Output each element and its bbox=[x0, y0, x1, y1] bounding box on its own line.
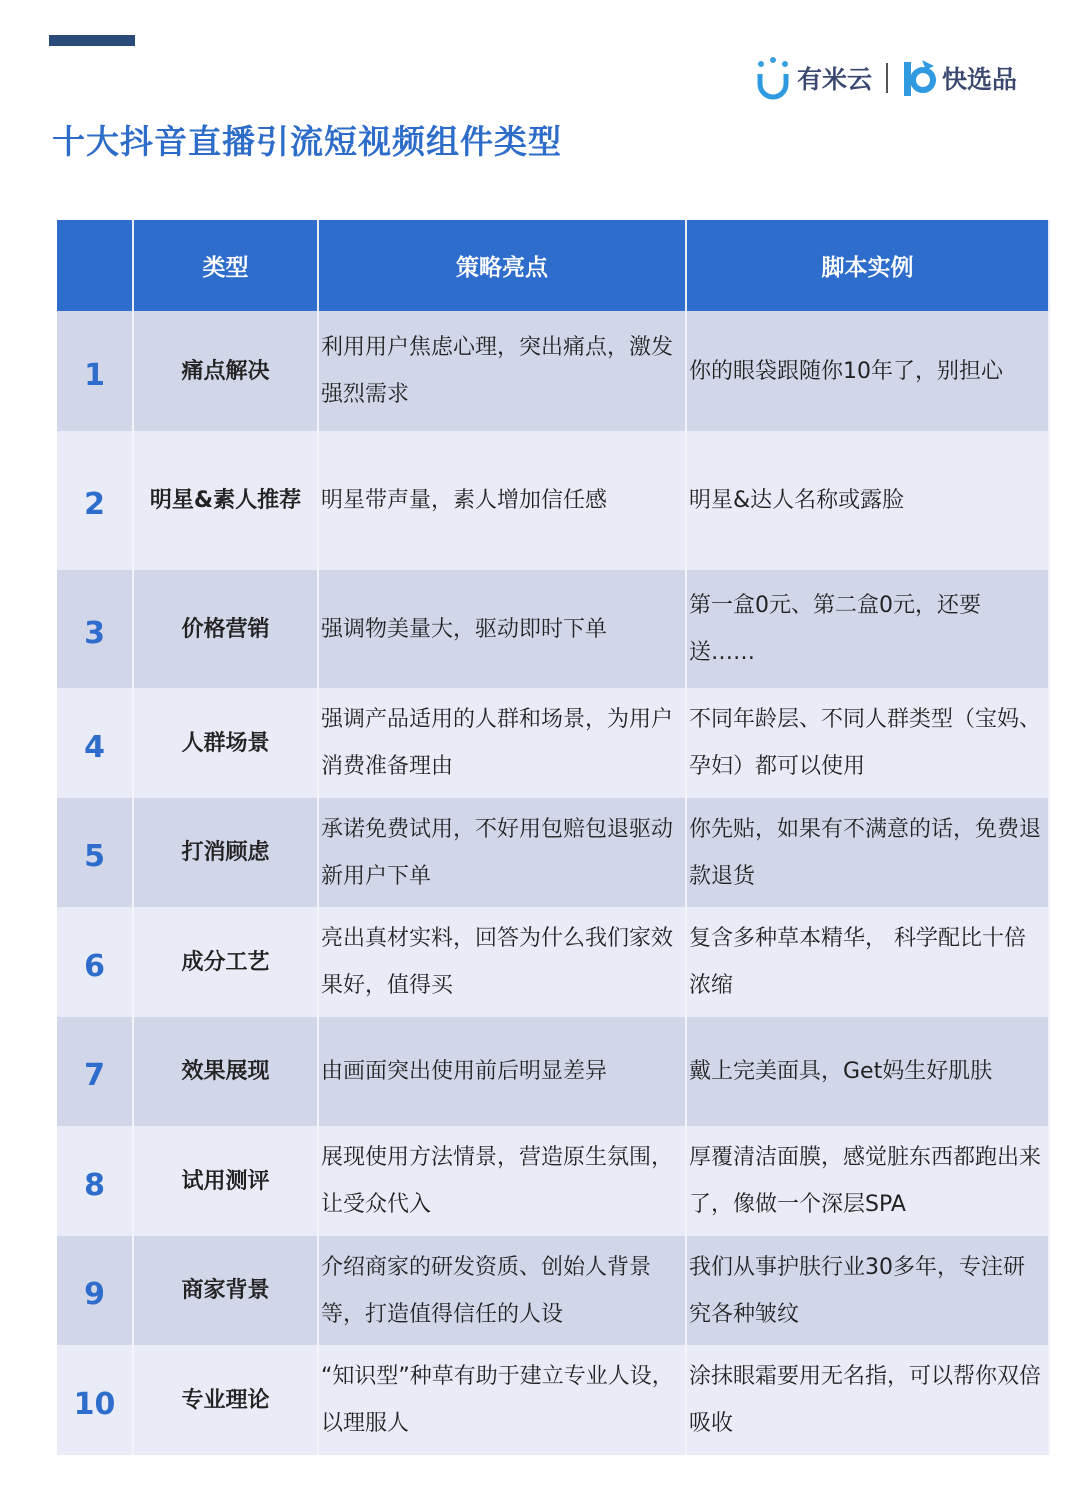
table-row bbox=[57, 1126, 1049, 1236]
brand-logo bbox=[755, 55, 1017, 101]
header-type: 类型 bbox=[133, 220, 318, 311]
row-number: 2 bbox=[57, 431, 133, 570]
row-number: 4 bbox=[57, 688, 133, 798]
row-strategy: 介绍商家的研发资质、创始人背景等，打造值得信任的人设 bbox=[318, 1236, 686, 1345]
table-row bbox=[57, 798, 1049, 907]
table-row bbox=[57, 311, 1049, 431]
row-type: 成分工艺 bbox=[133, 907, 318, 1017]
row-strategy: 展现使用方法情景，营造原生氛围，让受众代入 bbox=[318, 1126, 686, 1236]
table-row bbox=[57, 570, 1049, 688]
row-type: 试用测评 bbox=[133, 1126, 318, 1236]
row-strategy: 承诺免费试用，不好用包赔包退驱动新用户下单 bbox=[318, 798, 686, 907]
row-type: 专业理论 bbox=[133, 1345, 318, 1455]
header-index bbox=[57, 220, 133, 311]
row-example: 不同年龄层、不同人群类型（宝妈、孕妇）都可以使用 bbox=[686, 688, 1049, 798]
row-example: 我们从事护肤行业30多年，专注研究各种皱纹 bbox=[686, 1236, 1049, 1345]
row-type: 打消顾虑 bbox=[133, 798, 318, 907]
kuaixuanpin-logo-icon bbox=[902, 58, 936, 98]
table-row bbox=[57, 907, 1049, 1017]
header-strategy: 策略亮点 bbox=[318, 220, 686, 311]
row-example: 复含多种草本精华， 科学配比十倍浓缩 bbox=[686, 907, 1049, 1017]
table-row bbox=[57, 1017, 1049, 1126]
row-number: 9 bbox=[57, 1236, 133, 1345]
youmi-logo-icon bbox=[755, 56, 791, 100]
table-row bbox=[57, 688, 1049, 798]
row-strategy: 强调产品适用的人群和场景，为用户消费准备理由 bbox=[318, 688, 686, 798]
row-example: 涂抹眼霜要用无名指，可以帮你双倍吸收 bbox=[686, 1345, 1049, 1455]
row-strategy: 由画面突出使用前后明显差异 bbox=[318, 1017, 686, 1126]
accent-bar bbox=[49, 35, 135, 46]
page-title: 十大抖音直播引流短视频组件类型 bbox=[52, 122, 562, 161]
table-row bbox=[57, 431, 1049, 570]
table-row bbox=[57, 1345, 1049, 1455]
row-example: 你的眼袋跟随你10年了，别担心 bbox=[686, 311, 1049, 431]
row-strategy: 强调物美量大，驱动即时下单 bbox=[318, 570, 686, 688]
row-number: 8 bbox=[57, 1126, 133, 1236]
row-example: 戴上完美面具，Get妈生好肌肤 bbox=[686, 1017, 1049, 1126]
row-type: 痛点解决 bbox=[133, 311, 318, 431]
header-example: 脚本实例 bbox=[686, 220, 1049, 311]
brand-kuaixuanpin: 快选品 bbox=[942, 65, 1018, 94]
row-strategy: 明星带声量，素人增加信任感 bbox=[318, 431, 686, 570]
row-example: 第一盒0元、第二盒0元，还要送…… bbox=[686, 570, 1049, 688]
logo-divider bbox=[886, 63, 888, 93]
row-example: 厚覆清洁面膜，感觉脏东西都跑出来了，像做一个深层SPA bbox=[686, 1126, 1049, 1236]
row-number: 6 bbox=[57, 907, 133, 1017]
row-number: 3 bbox=[57, 570, 133, 688]
row-type: 明星&素人推荐 bbox=[133, 431, 318, 570]
row-type: 价格营销 bbox=[133, 570, 318, 688]
row-type: 商家背景 bbox=[133, 1236, 318, 1345]
row-strategy: 亮出真材实料，回答为什么我们家效果好，值得买 bbox=[318, 907, 686, 1017]
row-type: 人群场景 bbox=[133, 688, 318, 798]
table-row bbox=[57, 1236, 1049, 1345]
brand-youmi: 有米云 bbox=[797, 65, 873, 94]
component-types-table bbox=[57, 220, 1050, 1455]
row-strategy: 利用用户焦虑心理，突出痛点，激发强烈需求 bbox=[318, 311, 686, 431]
row-number: 5 bbox=[57, 798, 133, 907]
row-number: 1 bbox=[57, 311, 133, 431]
row-number: 7 bbox=[57, 1017, 133, 1126]
row-type: 效果展现 bbox=[133, 1017, 318, 1126]
row-strategy: “知识型”种草有助于建立专业人设，以理服人 bbox=[318, 1345, 686, 1455]
row-example: 你先贴，如果有不满意的话，免费退款退货 bbox=[686, 798, 1049, 907]
row-example: 明星&达人名称或露脸 bbox=[686, 431, 1049, 570]
table-header-row bbox=[57, 220, 1049, 311]
row-number: 10 bbox=[57, 1345, 133, 1455]
